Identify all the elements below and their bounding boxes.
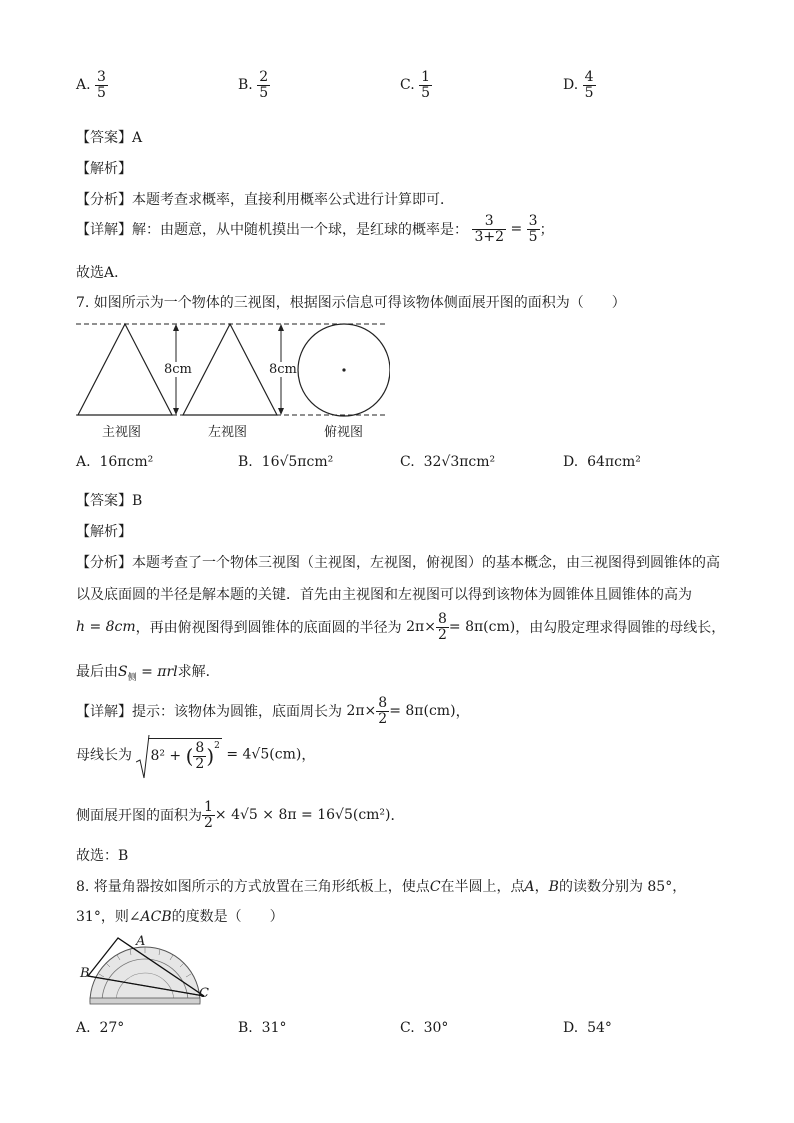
prob-eq: =	[510, 221, 523, 238]
xiangjie-text: 解：由题意，从中随机摸出一个球，是红球的概率是：	[132, 222, 468, 239]
option-text: 32√3πcm²	[423, 454, 496, 470]
option-text: 31°	[261, 1020, 287, 1036]
area-fraction: $\frac{1}{2}$	[204, 799, 213, 831]
q7-fenxi-1: 【分析】本题考查了一个物体三视图（主视图，左视图，俯视图）的基本概念，由三视图得到圆锥体的高	[76, 555, 720, 571]
q8-figure	[80, 934, 214, 1008]
answer-value: B	[132, 493, 143, 509]
perimeter-fraction: $\frac{8}{2}$	[378, 695, 388, 727]
q7-figure	[70, 316, 390, 444]
q7-option-a: A. 16πcm²	[76, 454, 154, 470]
xiangjie-tag: 【详解】	[76, 222, 132, 239]
option-fraction: $\frac{3}{5}$	[97, 69, 106, 101]
q7-option-b: B. 16√5πcm²	[238, 454, 334, 470]
q7-conclusion: 故选：B	[76, 848, 129, 864]
point-a-label: A	[136, 934, 146, 949]
option-text: 30°	[423, 1020, 449, 1036]
fenxi-tag: 【分析】	[76, 555, 132, 571]
q8-stem-2: 31°，则∠ACB的度数是（ ）	[76, 909, 284, 925]
option-label: B.	[238, 77, 253, 94]
q6-option-c	[400, 70, 432, 100]
point-c-label: C	[199, 986, 209, 1001]
point-b-label: B	[80, 966, 90, 981]
option-label: A.	[76, 77, 91, 94]
q7-stem: 7. 如图所示为一个物体的三视图，根据图示信息可得该物体侧面展开图的面积为（ ）	[76, 295, 626, 311]
q8-option-b: B. 31°	[238, 1020, 287, 1036]
view-label-left: 左视图	[208, 425, 248, 440]
sqrt-expression: 8² + ( $\frac{8}{2}$ )$^2$	[136, 738, 221, 771]
q8-option-a: A. 27°	[76, 1020, 125, 1036]
q7-muxian: 母线长为 8² + ( $\frac{8}{2}$ )$^2$ = 4√5(cm)，	[76, 738, 315, 771]
q8-stem-1: 8. 将量角器按如图所示的方式放置在三角形纸板上，使点C在半圆上，点A，B的读数分别为 85°，	[76, 879, 687, 895]
q8-option-d: D. 54°	[563, 1020, 612, 1036]
q7-area: 侧面展开图的面积为 $\frac{1}{2}$ × 4√5 × 8π = 16√5(cm²)．	[76, 799, 405, 831]
q6-conclusion: 故选A．	[76, 265, 129, 281]
q7-fenxi-3: h = 8cm，再由俯视图得到圆锥体的底面圆的半径为 2π× $\frac{8}{2}$ = 8π(cm)，由勾股定理求得圆锥的母线长，	[76, 611, 726, 643]
fenxi-text: 本题考查求概率，直接利用概率公式进行计算即可．	[132, 192, 454, 208]
fenxi-tag: 【分析】	[76, 192, 132, 208]
view-label-top: 俯视图	[324, 425, 364, 440]
q6-option-b	[238, 70, 270, 100]
height-label-front: 8cm	[164, 362, 192, 377]
option-fraction: $\frac{2}{5}$	[259, 69, 269, 101]
q8-option-c: C. 30°	[400, 1020, 449, 1036]
muxian-fraction: $\frac{8}{2}$	[195, 740, 205, 772]
option-label: D.	[563, 77, 579, 94]
prob-fraction: $\frac{3}{3+2}$	[474, 213, 504, 245]
option-text: 27°	[99, 1020, 125, 1036]
option-text: 54°	[587, 1020, 612, 1036]
q7-analysis-tag: 【解析】	[76, 524, 132, 540]
option-label: C.	[400, 77, 415, 94]
answer-tag: 【答案】	[76, 493, 132, 509]
front-view-triangle	[78, 324, 172, 415]
q6-option-d	[563, 70, 596, 100]
left-view-triangle	[183, 324, 277, 415]
answer-tag: 【答案】	[76, 130, 132, 146]
option-fraction: $\frac{1}{5}$	[421, 69, 431, 101]
q6-fenxi	[76, 189, 454, 209]
q6-xiangjie	[76, 214, 554, 244]
q6-analysis-tag: 【解析】	[76, 161, 132, 177]
prob-end: ；	[539, 222, 554, 239]
q7-xiangjie-1: 【详解】提示：该物体为圆锥，底面周长为 2π× $\frac{8}{2}$ = 8π(cm)，	[76, 695, 470, 727]
q6-option-a	[76, 70, 108, 100]
sqrt-sign	[136, 734, 150, 780]
protractor-diagram	[80, 934, 214, 1008]
q7-option-d: D. 64πcm²	[563, 454, 641, 470]
height-label-left: 8cm	[269, 362, 297, 377]
q7-fenxi-4: 最后由$S_侧 = \pi rl$求解．	[76, 664, 220, 683]
radius-fraction: $\frac{8}{2}$	[437, 611, 447, 643]
xiangjie-tag: 【详解】	[76, 704, 132, 721]
q7-fenxi-2: 以及底面圆的半径是解本题的关键．首先由主视图和左视图可以得到该物体为圆锥体且圆锥体的高为	[76, 587, 692, 603]
q6-answer	[76, 127, 142, 147]
prob-result-fraction: $\frac{3}{5}$	[528, 213, 538, 245]
option-text: 16πcm²	[99, 454, 154, 470]
q7-answer	[76, 490, 142, 510]
option-fraction: $\frac{4}{5}$	[584, 69, 594, 101]
view-label-front: 主视图	[102, 425, 142, 440]
answer-value: A	[132, 130, 143, 146]
q7-option-c: C. 32√3πcm²	[400, 454, 496, 470]
option-text: 64πcm²	[587, 454, 641, 470]
option-text: 16√5πcm²	[261, 454, 334, 470]
